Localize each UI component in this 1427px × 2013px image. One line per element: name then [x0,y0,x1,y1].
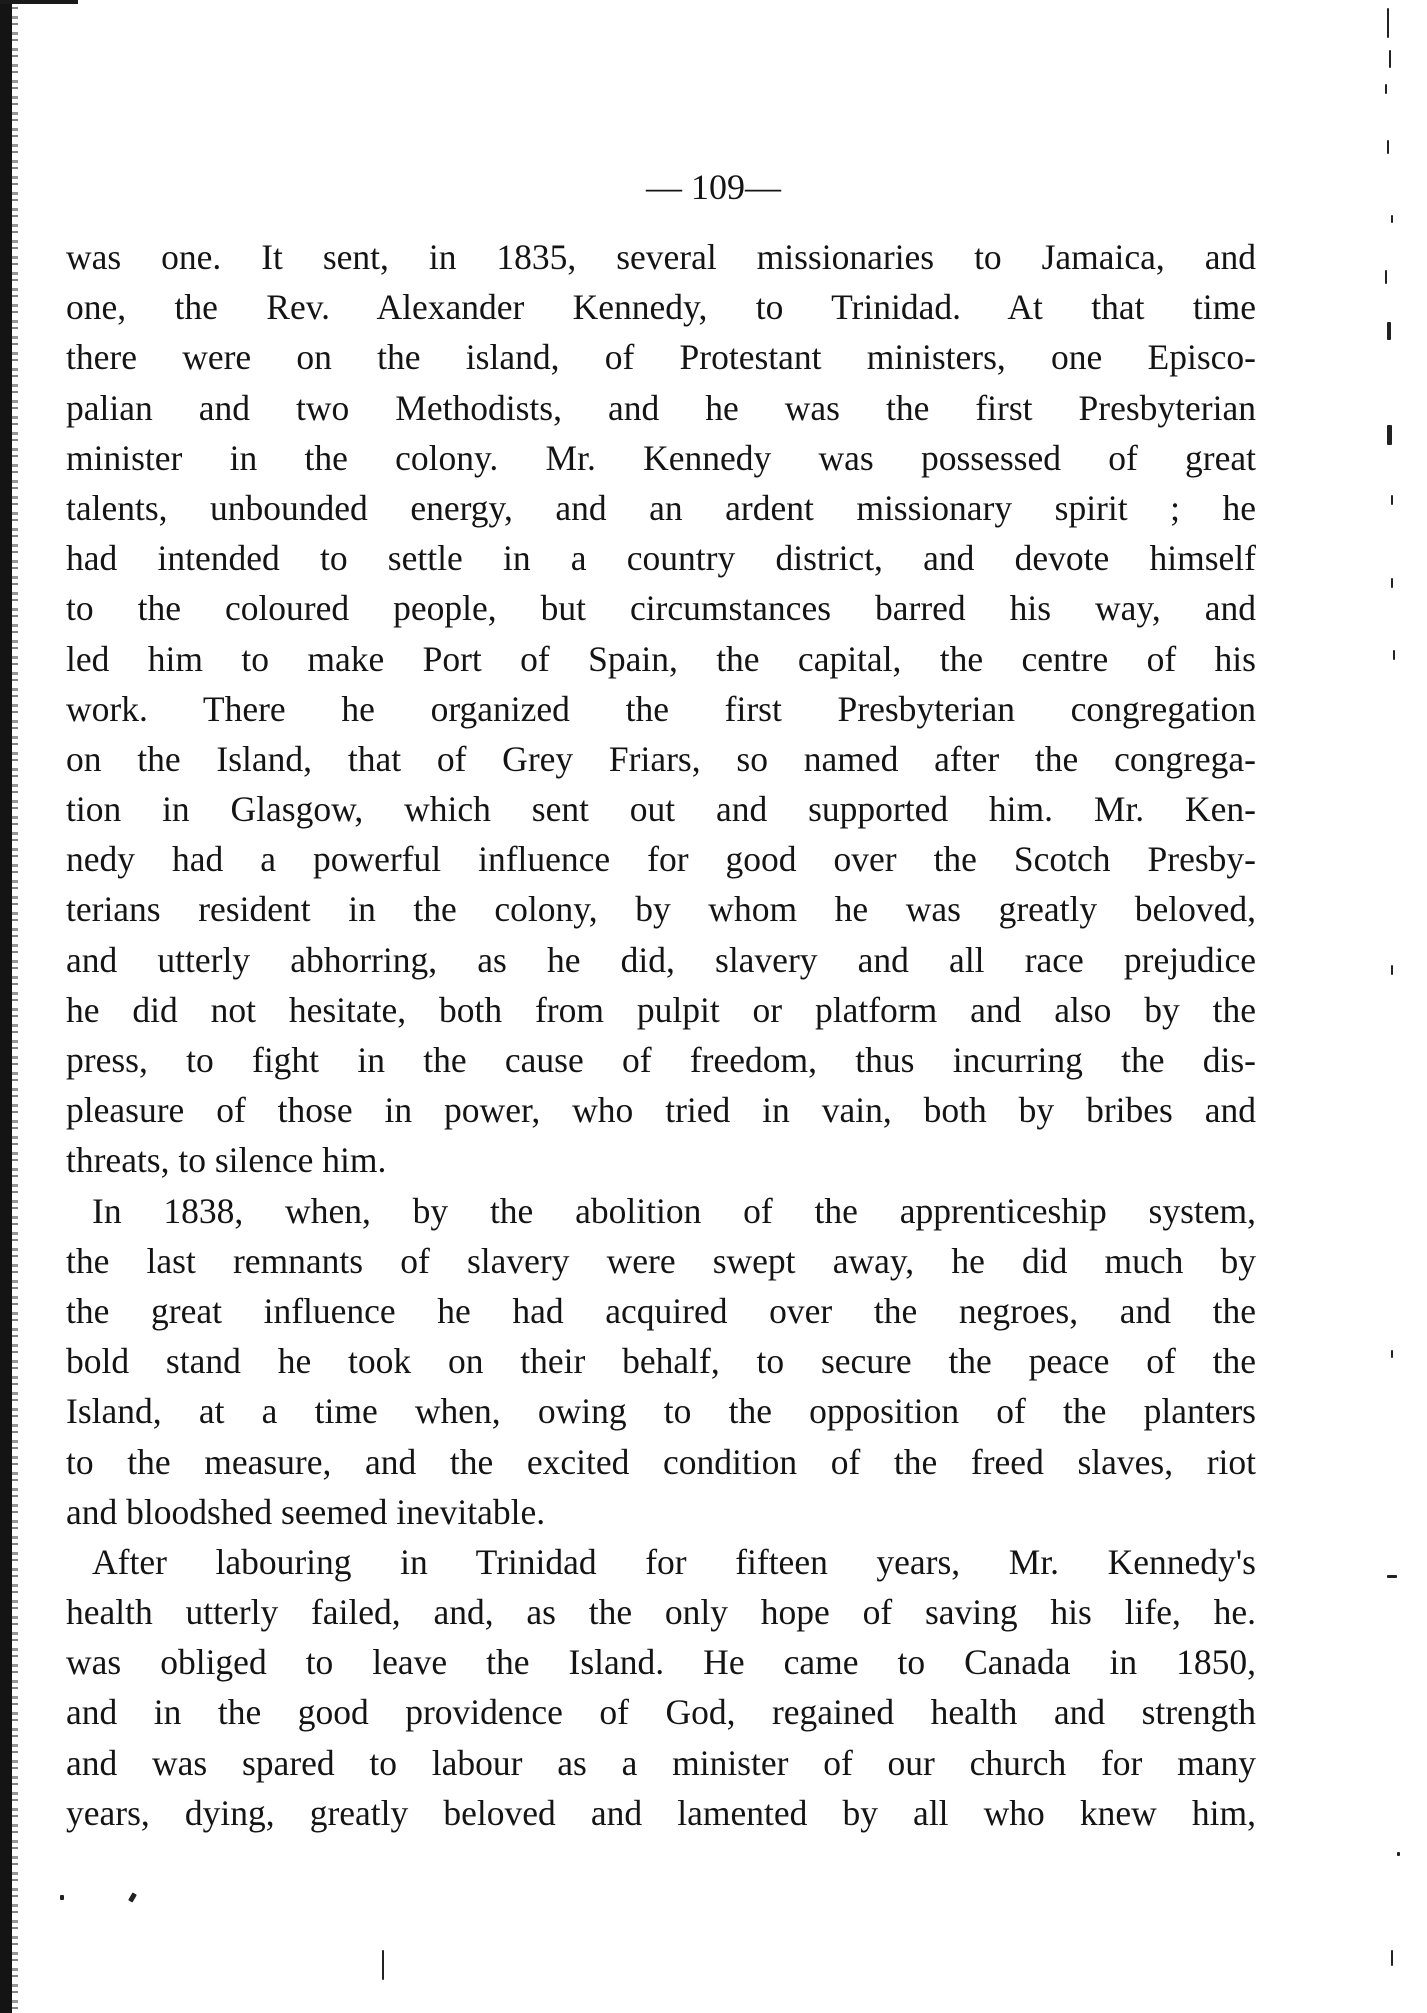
text-line: bold stand he took on their behalf, to secure the peace of the [66,1341,1256,1382]
text-line: pleasure of those in power, who tried in vain, both by bribes and [66,1090,1256,1131]
text-line: and in the good providence of God, regained health and strength [66,1692,1256,1733]
text-line: there were on the island, of Protestant ministers, one Episco- [66,337,1256,378]
text-line: In 1838, when, by the abolition of the apprenticeship system, [92,1190,1256,1231]
text-line: was one. It sent, in 1835, several missionaries to Jamaica, and [66,237,1256,277]
text-line: After labouring in Trinidad for fifteen years, Mr. Kennedy's [92,1541,1256,1582]
text-line: work. There he organized the first Presbyterian congregation [66,688,1256,729]
text-line: press, to fight in the cause of freedom, thus incurring the dis- [66,1040,1256,1080]
text-line: the last remnants of slavery were swept away, he did much by [66,1240,1256,1281]
text-line: on the Island, that of Grey Friars, so named after the congrega- [66,738,1256,779]
text-line: one, the Rev. Alexander Kennedy, to Trinidad. At that time [66,287,1256,328]
paragraph-2 [66,1186,1256,1537]
binding-edge [0,0,12,2013]
text-line: Island, at a time when, owing to the opposition of the planters [66,1391,1256,1432]
page-number: — 109— [646,167,781,207]
text-line: and utterly abhorring, as he did, slavery and all race prejudice [66,939,1256,980]
margin-specks [1367,0,1427,2013]
text-line: minister in the colony. Mr. Kennedy was possessed of great [66,437,1256,478]
text-line: and bloodshed seemed inevitable. [66,1491,546,1532]
text-line: palian and two Methodists, and he was the first Presbyterian [66,387,1256,428]
text-line: terians resident in the colony, by whom he was greatly beloved, [66,889,1256,930]
corner-mark [0,0,78,4]
text-line: tion in Glasgow, which sent out and supported him. Mr. Ken- [66,789,1256,830]
paragraph-1 [66,232,1256,1186]
text-line: and was spared to labour as a minister of our church for many [66,1742,1256,1783]
body-text [66,232,1256,1838]
text-line: years, dying, greatly beloved and lamented by all who knew him, [66,1792,1256,1833]
text-line: nedy had a powerful influence for good over the Scotch Presby- [66,839,1256,880]
text-line: was obliged to leave the Island. He came to Canada in 1850, [66,1642,1256,1683]
text-line: led him to make Port of Spain, the capital, the centre of his [66,638,1256,679]
paragraph-3 [66,1537,1256,1838]
text-line: threats, to silence him. [66,1140,387,1181]
text-line: health utterly failed, and, as the only hope of saving his life, he. [66,1592,1256,1633]
text-line: he did not hesitate, both from pulpit or platform and also by the [66,989,1256,1030]
text-line: talents, unbounded energy, and an ardent missionary spirit ; he [66,487,1256,528]
text-line: had intended to settle in a country district, and devote himself [66,538,1256,579]
text-line: the great influence he had acquired over the negroes, and the [66,1290,1256,1331]
text-line: to the measure, and the excited condition of the freed slaves, riot [66,1441,1256,1482]
text-line: to the coloured people, but circumstances barred his way, and [66,588,1256,629]
